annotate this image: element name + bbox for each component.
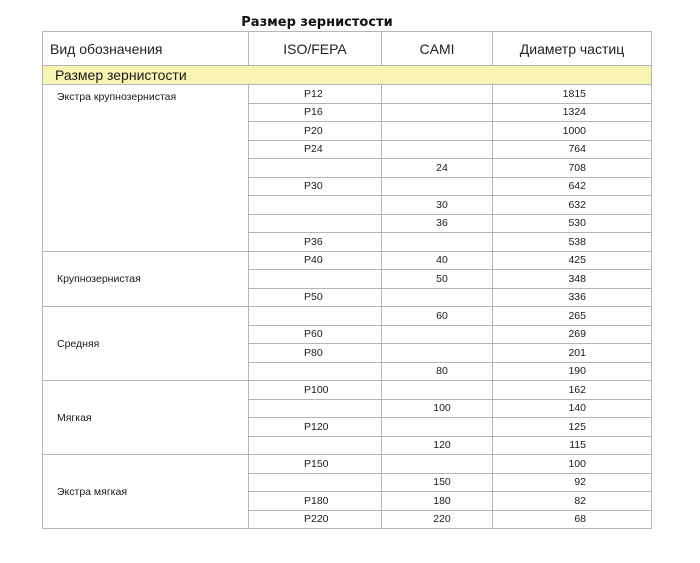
iso-fepa-cell — [249, 159, 382, 178]
designation-cell: Экстра мягкая — [43, 455, 249, 529]
table-row — [43, 85, 652, 104]
designation-cell: Мягкая — [43, 381, 249, 455]
iso-fepa-cell: P80 — [249, 344, 382, 363]
cami-cell — [382, 177, 493, 196]
diameter-cell: 82 — [493, 492, 652, 511]
cami-cell — [382, 85, 493, 104]
iso-fepa-cell — [249, 436, 382, 455]
table-header-row — [43, 32, 652, 66]
cami-cell: 40 — [382, 251, 493, 270]
designation-cell: Экстра крупнозернистая — [43, 85, 249, 252]
header-cami: CAMI — [382, 32, 493, 66]
diameter-cell: 1324 — [493, 103, 652, 122]
grit-size-table — [42, 31, 652, 529]
cami-cell — [382, 455, 493, 474]
cami-cell: 36 — [382, 214, 493, 233]
cami-cell: 30 — [382, 196, 493, 215]
diameter-cell: 1815 — [493, 85, 652, 104]
iso-fepa-cell — [249, 214, 382, 233]
diameter-cell: 642 — [493, 177, 652, 196]
cami-cell: 24 — [382, 159, 493, 178]
cami-cell — [382, 140, 493, 159]
iso-fepa-cell: P40 — [249, 251, 382, 270]
designation-cell: Средняя — [43, 307, 249, 381]
iso-fepa-cell — [249, 473, 382, 492]
diameter-cell: 538 — [493, 233, 652, 252]
diameter-cell: 201 — [493, 344, 652, 363]
diameter-cell: 68 — [493, 510, 652, 529]
iso-fepa-cell: P16 — [249, 103, 382, 122]
cami-cell — [382, 381, 493, 400]
cami-cell: 150 — [382, 473, 493, 492]
cami-cell — [382, 344, 493, 363]
table-caption: Размер зернистости — [241, 15, 393, 30]
iso-fepa-cell — [249, 270, 382, 289]
cami-cell: 60 — [382, 307, 493, 326]
header-designation: Вид обозначения — [43, 32, 249, 66]
diameter-cell: 708 — [493, 159, 652, 178]
table-body — [43, 66, 652, 529]
diameter-cell: 190 — [493, 362, 652, 381]
table-row — [43, 251, 652, 270]
cami-cell — [382, 103, 493, 122]
cami-cell: 180 — [382, 492, 493, 511]
header-particle-diameter: Диаметр частиц — [493, 32, 652, 66]
diameter-cell: 530 — [493, 214, 652, 233]
cami-cell — [382, 233, 493, 252]
iso-fepa-cell — [249, 307, 382, 326]
cami-cell: 120 — [382, 436, 493, 455]
diameter-cell: 125 — [493, 418, 652, 437]
designation-cell: Крупнозернистая — [43, 251, 249, 307]
iso-fepa-cell: P50 — [249, 288, 382, 307]
table-row — [43, 455, 652, 474]
iso-fepa-cell: P24 — [249, 140, 382, 159]
diameter-cell: 269 — [493, 325, 652, 344]
iso-fepa-cell — [249, 196, 382, 215]
cami-cell — [382, 122, 493, 141]
iso-fepa-cell: P36 — [249, 233, 382, 252]
cami-cell — [382, 325, 493, 344]
diameter-cell: 100 — [493, 455, 652, 474]
diameter-cell: 764 — [493, 140, 652, 159]
diameter-cell: 1000 — [493, 122, 652, 141]
iso-fepa-cell — [249, 362, 382, 381]
diameter-cell: 348 — [493, 270, 652, 289]
iso-fepa-cell: P220 — [249, 510, 382, 529]
iso-fepa-cell: P30 — [249, 177, 382, 196]
diameter-cell: 265 — [493, 307, 652, 326]
iso-fepa-cell: P12 — [249, 85, 382, 104]
diameter-cell: 162 — [493, 381, 652, 400]
cami-cell: 220 — [382, 510, 493, 529]
iso-fepa-cell — [249, 399, 382, 418]
diameter-cell: 336 — [493, 288, 652, 307]
cami-cell — [382, 288, 493, 307]
table-row — [43, 381, 652, 400]
section-band-row — [43, 66, 652, 85]
iso-fepa-cell: P100 — [249, 381, 382, 400]
cami-cell — [382, 418, 493, 437]
cami-cell: 100 — [382, 399, 493, 418]
iso-fepa-cell: P20 — [249, 122, 382, 141]
iso-fepa-cell: P180 — [249, 492, 382, 511]
section-band-label: Размер зернистости — [43, 66, 652, 85]
cami-cell: 50 — [382, 270, 493, 289]
diameter-cell: 632 — [493, 196, 652, 215]
table-row — [43, 307, 652, 326]
iso-fepa-cell: P60 — [249, 325, 382, 344]
header-iso-fepa: ISO/FEPA — [249, 32, 382, 66]
iso-fepa-cell: P120 — [249, 418, 382, 437]
cami-cell: 80 — [382, 362, 493, 381]
diameter-cell: 92 — [493, 473, 652, 492]
iso-fepa-cell: P150 — [249, 455, 382, 474]
diameter-cell: 425 — [493, 251, 652, 270]
diameter-cell: 115 — [493, 436, 652, 455]
diameter-cell: 140 — [493, 399, 652, 418]
